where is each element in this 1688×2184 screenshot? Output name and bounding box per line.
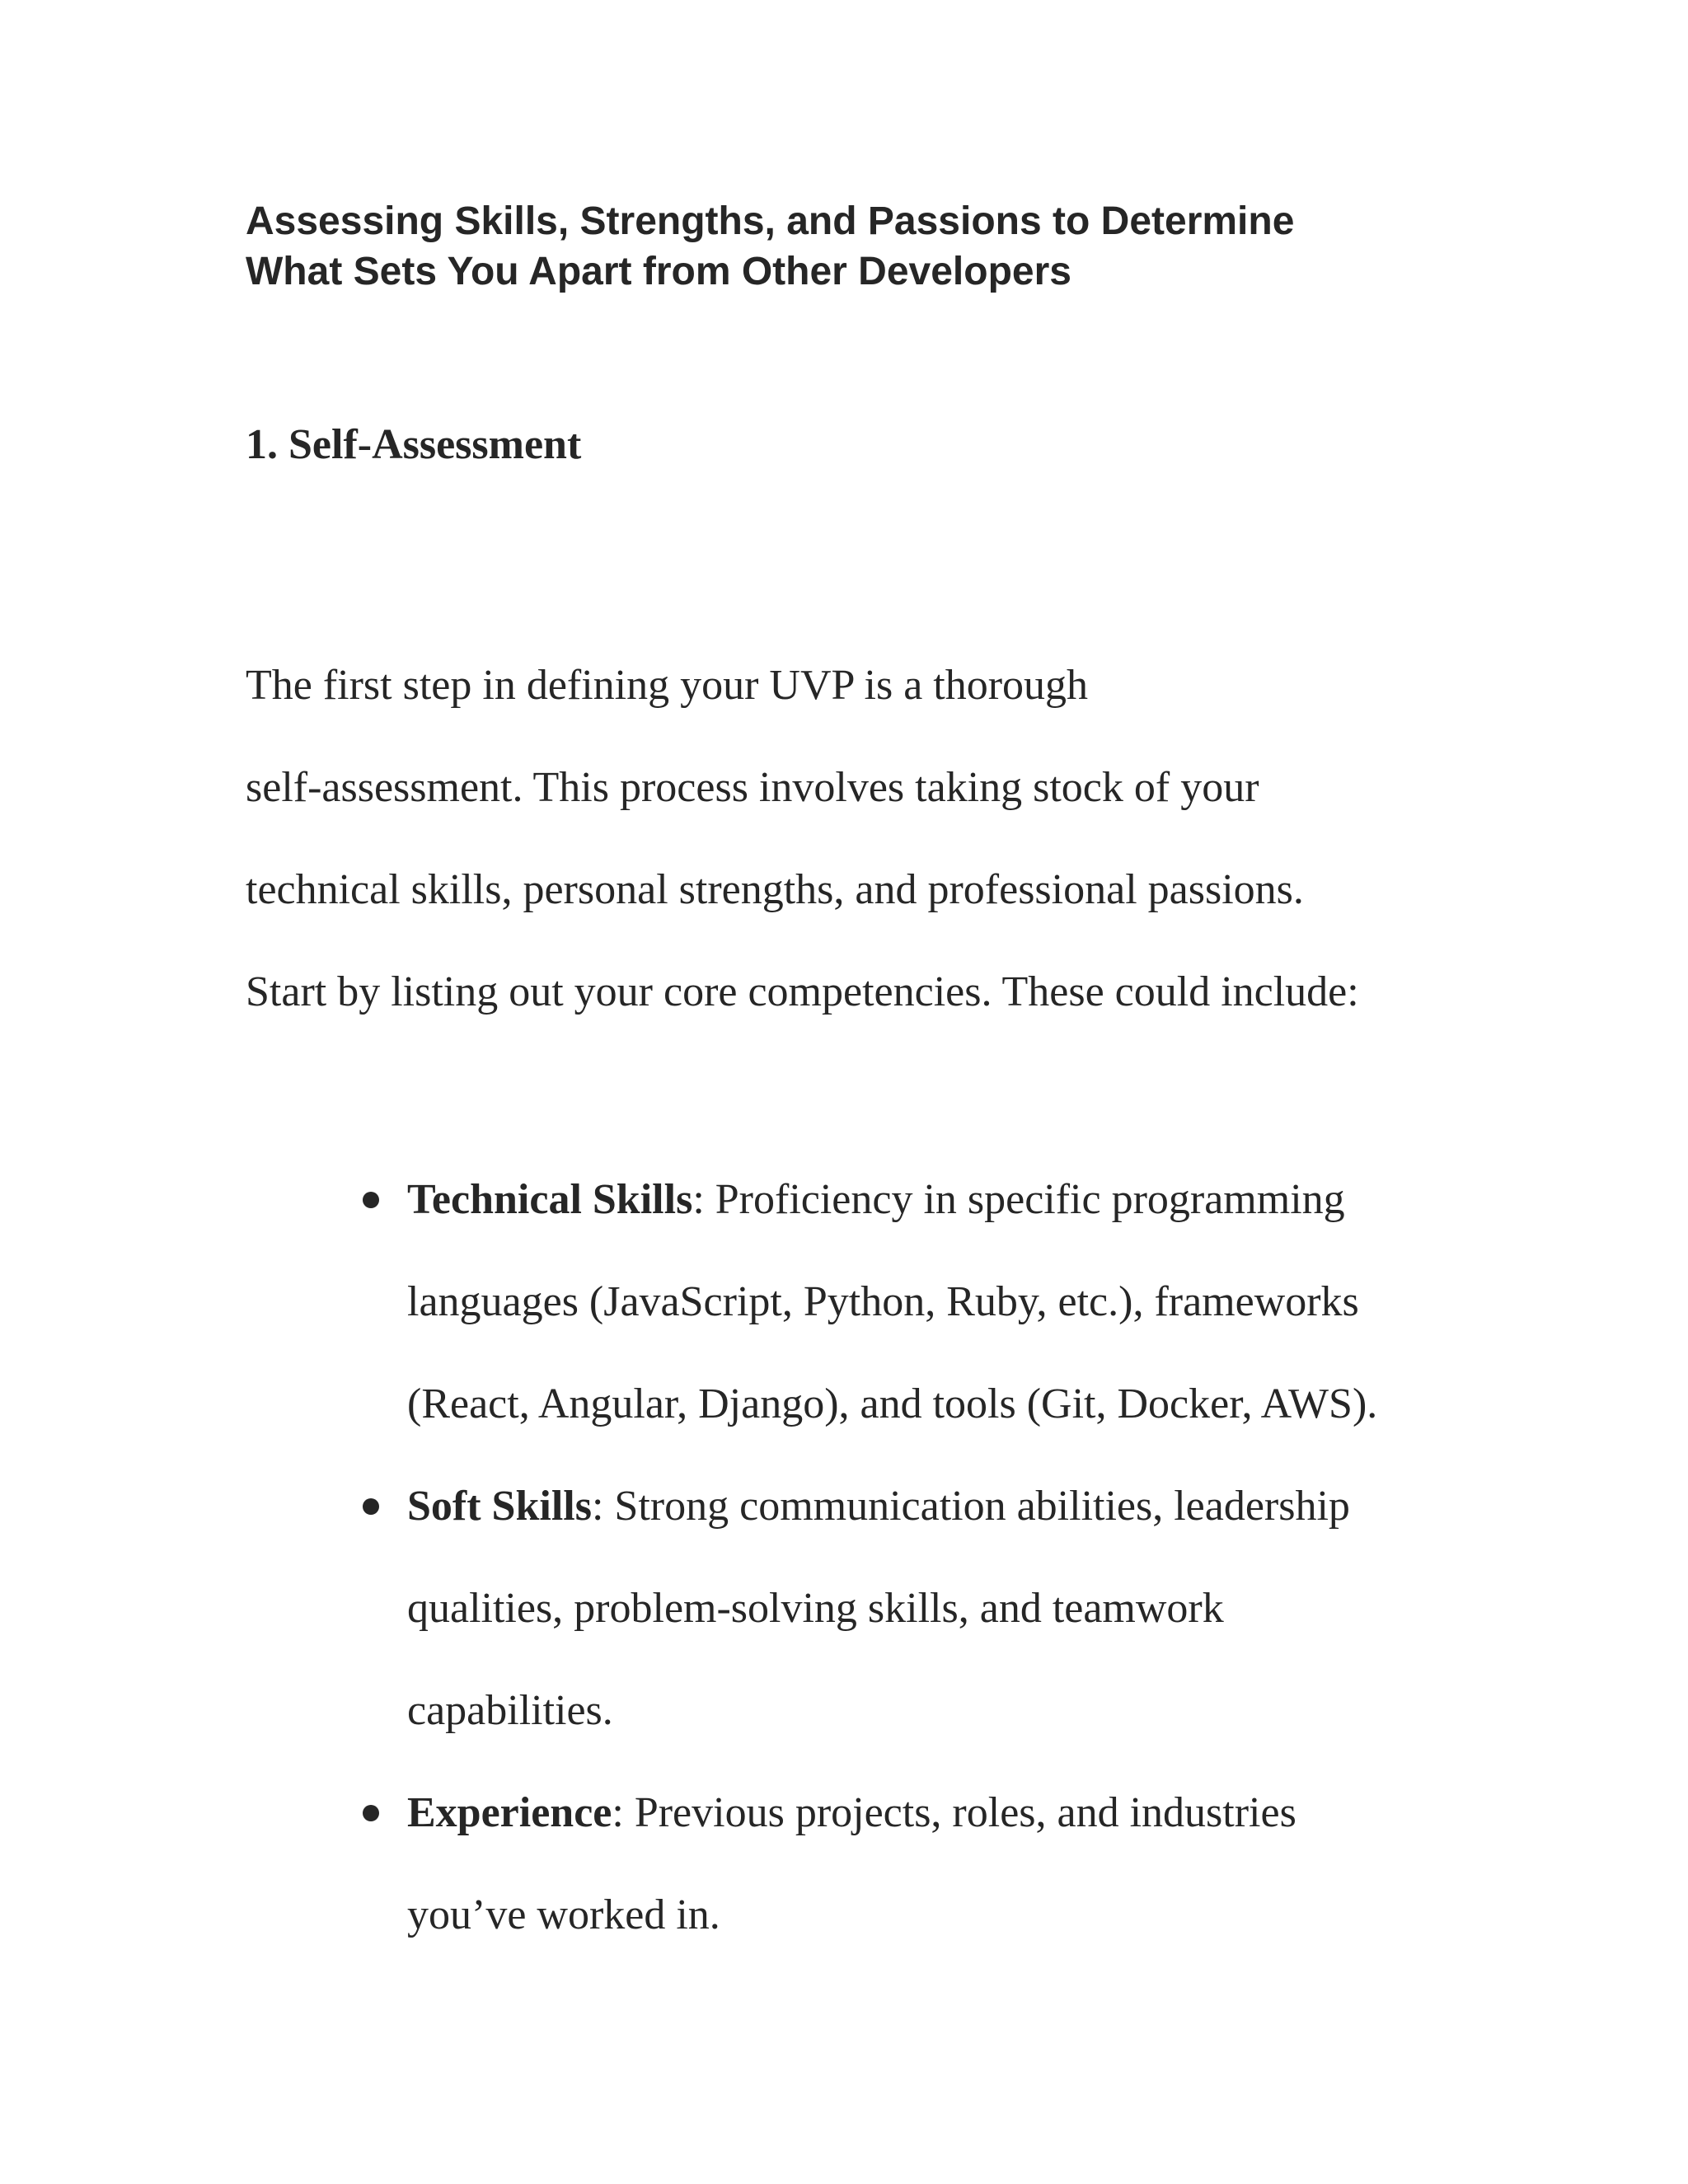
list-item-line: languages (JavaScript, Python, Ruby, etc.), frameworks (407, 1278, 1359, 1325)
document-title (246, 196, 1482, 297)
list-item-soft-skills (0, 1455, 1377, 1762)
list-item-text: : Strong communication abilities, leadership (591, 1483, 1350, 1530)
list-item-line: qualities, problem-solving skills, and teamwork (407, 1585, 1224, 1632)
title-line: What Sets You Apart from Other Developers (246, 250, 1071, 293)
list-item-line: you’ve worked in. (407, 1891, 720, 1938)
list-item-term: Experience (407, 1789, 612, 1836)
bullet-icon (363, 1805, 379, 1821)
competency-list (0, 1149, 1377, 1966)
title-line: Assessing Skills, Strengths, and Passions to Determine (246, 199, 1295, 243)
list-item-technical-skills (0, 1149, 1377, 1455)
list-item-first-line (407, 1149, 1377, 1251)
list-item-experience (0, 1762, 1377, 1966)
bullet-icon (363, 1498, 379, 1515)
paragraph-line: technical skills, personal strengths, and professional passions. (246, 866, 1304, 913)
bullet-icon (363, 1192, 379, 1208)
list-item-line: capabilities. (407, 1687, 613, 1734)
list-item-line: (React, Angular, Django), and tools (Git, Docker, AWS). (407, 1380, 1378, 1427)
intro-paragraph (246, 635, 1359, 1043)
list-item-first-line (407, 1455, 1377, 1558)
paragraph-line: Start by listing out your core competencies. These could include: (246, 968, 1359, 1015)
paragraph-line: self-assessment. This process involves taking stock of your (246, 764, 1259, 811)
paragraph-line: The first step in defining your UVP is a thorough (246, 662, 1089, 709)
list-item-term: Technical Skills (407, 1176, 693, 1223)
list-item-text: : Proficiency in specific programming (692, 1176, 1345, 1223)
list-item-text: : Previous projects, roles, and industries (612, 1789, 1296, 1836)
section-heading: 1. Self-Assessment (246, 421, 582, 468)
list-item-term: Soft Skills (407, 1483, 592, 1530)
list-item-first-line (407, 1762, 1377, 1864)
